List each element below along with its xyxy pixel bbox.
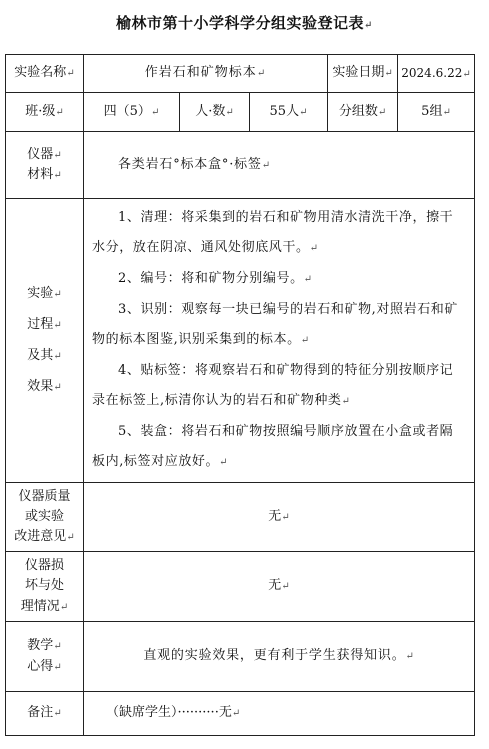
- groups-value: 5组↵: [398, 93, 475, 132]
- row-experiment-name: [6, 55, 475, 93]
- experiment-name-label: 实验名称↵: [6, 55, 84, 93]
- process-steps: [84, 199, 475, 483]
- groups-label: 分组数↵: [328, 93, 398, 132]
- title-text: 榆林市第十小学科学分组实验登记表: [116, 14, 365, 32]
- experiment-date-label: 实验日期↵: [328, 55, 398, 93]
- registration-table: [5, 54, 475, 736]
- damage-value: 无↵: [84, 552, 475, 622]
- row-class-info: [6, 93, 475, 132]
- equipment-value: 各类岩石°标本盒°·标签↵: [84, 132, 475, 199]
- row-process: [6, 199, 475, 483]
- row-remark: [6, 692, 475, 736]
- remark-value: （缺席学生）··········无↵: [84, 692, 475, 736]
- people-value: 55人↵: [250, 93, 328, 132]
- quality-value: 无↵: [84, 483, 475, 552]
- quality-label: 仪器质量 或实验 改进意见↵: [6, 483, 84, 552]
- process-step: 5、装盒：将岩石和矿物按照编号顺序放置在小盒或者隔板内,标签对应放好。↵: [92, 424, 454, 469]
- class-value: 四（5）↵: [84, 93, 180, 132]
- damage-label: 仪器损 坏与处 理情况↵: [6, 552, 84, 622]
- row-equipment: [6, 132, 475, 199]
- process-step: 2、编号：将和矿物分别编号。↵: [118, 271, 313, 286]
- teaching-label: 教学↵ 心得↵: [6, 622, 84, 692]
- teaching-value: 直观的实验效果，更有利于学生获得知识。↵: [84, 622, 475, 692]
- row-quality: [6, 483, 475, 552]
- row-teaching: [6, 622, 475, 692]
- people-label: 人·数↵: [180, 93, 250, 132]
- experiment-date-value: 2024.6.22↵: [398, 55, 475, 93]
- row-damage: [6, 552, 475, 622]
- experiment-name-value: 作岩石和矿物标本↵: [84, 55, 328, 93]
- page-title: 榆林市第十小学科学分组实验登记表↵: [116, 14, 373, 32]
- process-step: 3、识别：观察每一块已编号的岩石和矿物,对照岩石和矿物的标本图鉴,识别采集到的标本。↵: [92, 302, 459, 347]
- remark-label: 备注↵: [6, 692, 84, 736]
- process-step: 4、贴标签：将观察岩石和矿物得到的特征分别按顺序记录在标签上,标清你认为的岩石和矿物种类↵: [92, 363, 454, 408]
- process-label: 实验↵ 过程↵ 及其↵ 效果↵: [6, 199, 84, 483]
- class-label: 班·级↵: [6, 93, 84, 132]
- equipment-label: 仪器↵ 材料↵: [6, 132, 84, 199]
- process-step: 1、清理：将采集到的岩石和矿物用清水清洗干净，擦干水分，放在阴凉、通风处彻底风干。↵: [92, 210, 454, 255]
